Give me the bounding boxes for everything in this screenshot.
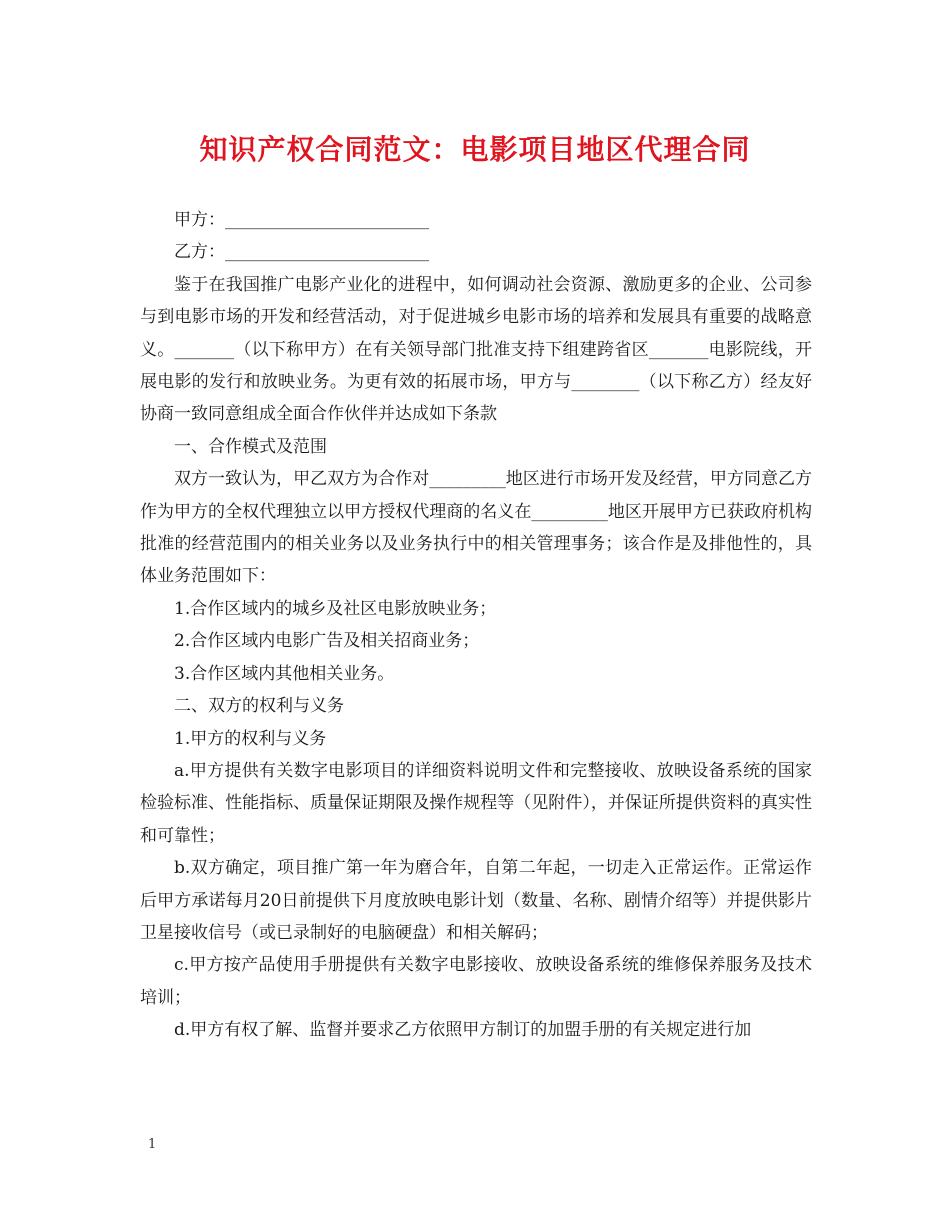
document-body — [140, 204, 812, 1047]
section2-heading: 二、双方的权利与义务 — [174, 696, 344, 717]
intro-paragraph: 鉴于在我国推广电影产业化的进程中，如何调动社会资源、激励更多的企业、公司参与到电影市场的开发和经营活动，对于促进城乡电影市场的培养和发展具有重要的战略意义。_______（以下称甲方）在有关领导部门批准支持下组建跨省区_______电影院线，开展电影的发行和放映业务。为更有效的拓展市场，甲方与________（以下称乙方）经友好协商一致同意组成全面合作伙伴并达成如下条款 — [140, 274, 812, 425]
section1-body: 双方一致认为，甲乙双方为合作对_________地区进行市场开发及经营，甲方同意乙方作为甲方的全权代理独立以甲方授权代理商的名义在_________地区开展甲方已获政府机构批准的经营范围内的相关业务以及业务执行中的相关管理事务；该合作是及排他性的，具体业务范围如下： — [140, 469, 812, 587]
section1-item-1: 1.合作区域内的城乡及社区电影放映业务； — [174, 598, 497, 619]
clause-a: a.甲方提供有关数字电影项目的详细资料说明文件和完整接收、放映设备系统的国家检验标准、性能指标、质量保证期限及操作规程等（见附件），并保证所提供资料的真实性和可靠性； — [140, 760, 812, 846]
section1-item-2: 2.合作区域内电影广告及相关招商业务； — [174, 631, 480, 652]
section1-heading: 一、合作模式及范围 — [174, 436, 327, 457]
party-b-line: 乙方：________________________ — [174, 242, 429, 263]
clause-b: b.双方确定，项目推广第一年为磨合年，自第二年起，一切走入正常运作。正常运作后甲方承诺每月20日前提供下月度放映电影计划（数量、名称、剧情介绍等）并提供影片卫星接收信号（或已录制好的电脑硬盘）和相关解码； — [140, 858, 812, 943]
section1-item-3: 3.合作区域内其他相关业务。 — [174, 663, 395, 684]
clause-d: d.甲方有权了解、监督并要求乙方依照甲方制订的加盟手册的有关规定进行加 — [174, 1020, 752, 1041]
party-a-line: 甲方：________________________ — [174, 210, 429, 230]
page-number: 1 — [148, 1137, 157, 1152]
clause-c: c.甲方按产品使用手册提供有关数字电影接收、放映设备系统的维修保养服务及技术培训； — [140, 955, 812, 1008]
section2-subheading: 1.甲方的权利与义务 — [174, 728, 327, 749]
document-title: 知识产权合同范文：电影项目地区代理合同 — [199, 133, 751, 166]
